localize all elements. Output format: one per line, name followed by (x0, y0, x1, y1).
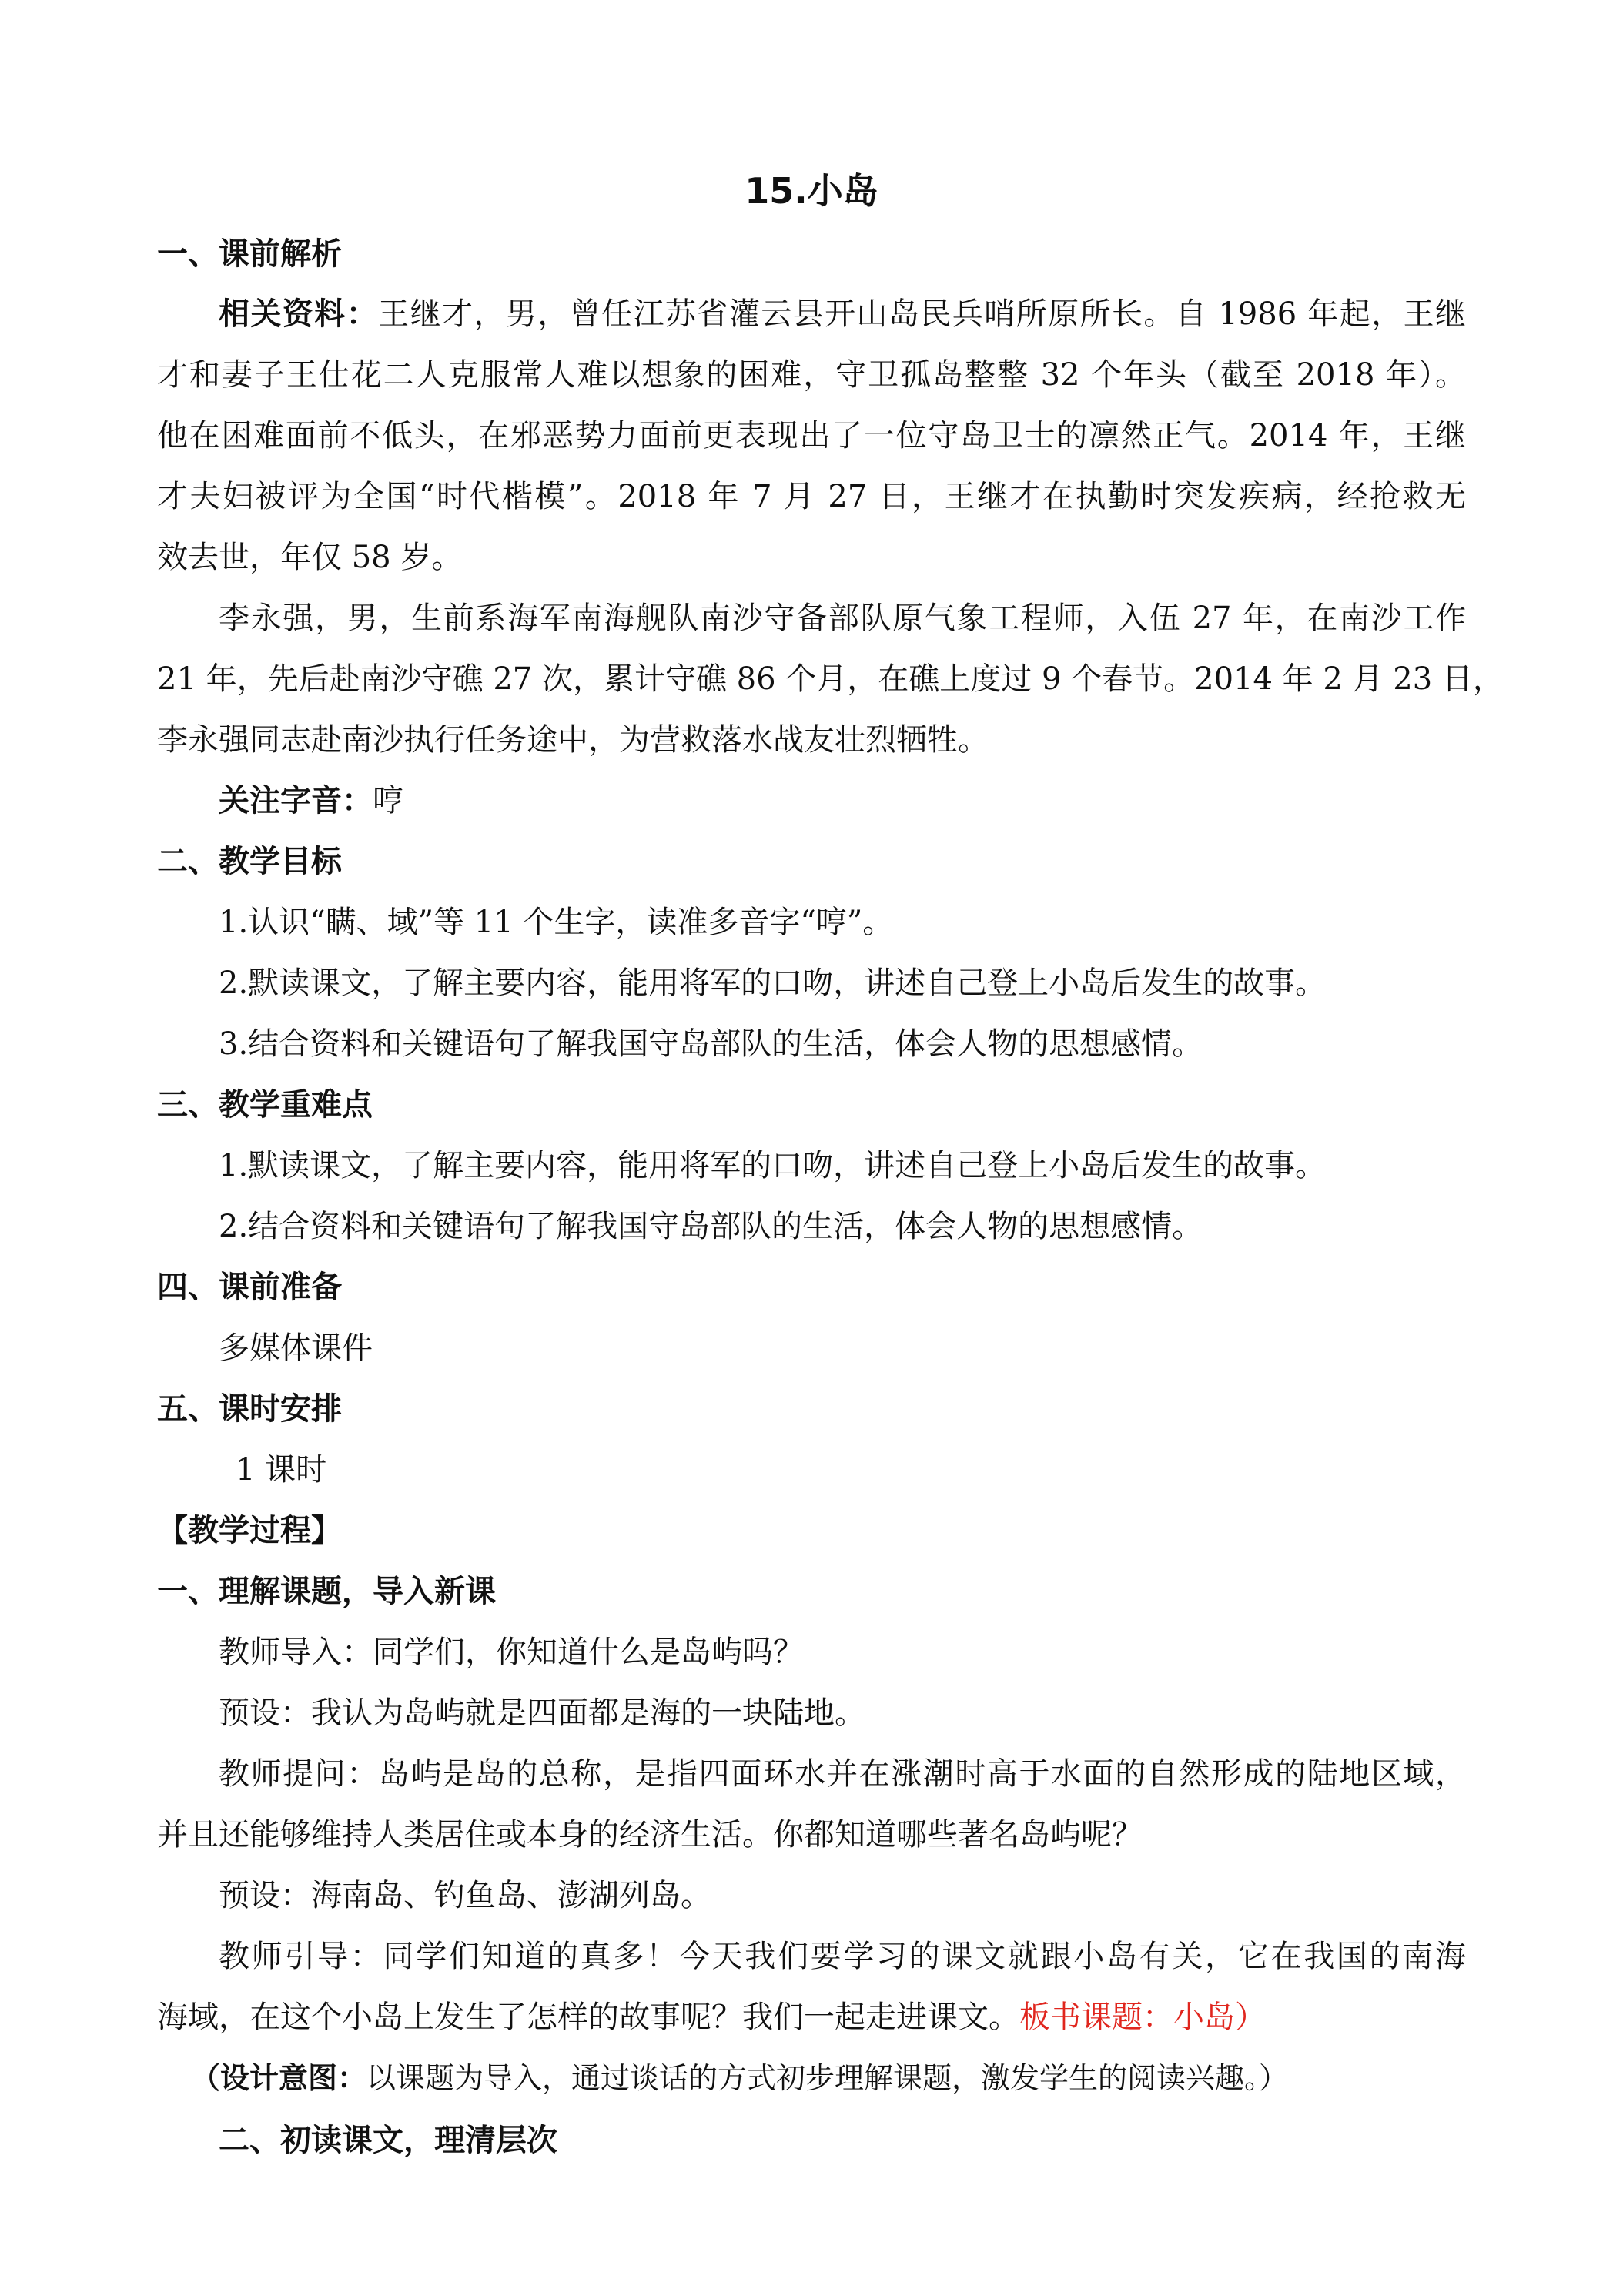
key-point-item-1: 1.默读课文，了解主要内容，能用将军的口吻，讲述自己登上小岛后发生的故事。 (219, 1148, 1327, 1183)
teacher-question-line-2: 并且还能够维持人类居住或本身的经济生活。你都知道哪些著名岛屿呢？ (157, 1817, 1143, 1853)
goal-item-2: 2.默读课文，了解主要内容，能用将军的口吻，讲述自己登上小岛后发生的故事。 (219, 966, 1327, 1001)
pronunciation-label: 关注字音： (219, 783, 373, 818)
resource-paragraph-1-line-3: 他在困难面前不低头，在邪恶势力面前更表现出了一位守岛卫士的凛然正气。2014 年，王继 (157, 418, 1466, 454)
teacher-intro-line: 教师导入：同学们，你知道什么是岛屿吗？ (219, 1635, 804, 1670)
resource-paragraph-2-line-2: 21 年，先后赴南沙守礁 27 次，累计守礁 86 个月，在礁上度过 9 个春节。2014 年 2 月 23 日， (157, 661, 1504, 697)
resource-paragraph-1-line-1: 相关资料：王继才，男，曾任江苏省灌云县开山岛民兵哨所原所长。自 1986 年起，王继 (219, 296, 1467, 332)
section-heading-key-points: 三、教学重难点 (157, 1087, 373, 1123)
section-heading-preparation: 四、课前准备 (157, 1270, 342, 1305)
resource-paragraph-1-line-5: 效去世，年仅 58 岁。 (157, 540, 463, 575)
section-heading-teaching-goals: 二、教学目标 (157, 844, 342, 879)
design-intent-label: （设计意图： (191, 2060, 367, 2095)
key-point-item-2: 2.结合资料和关键语句了解我国守岛部队的生活，体会人物的思想感情。 (219, 1209, 1203, 1244)
board-title-note: 板书课题：小岛） (1019, 2000, 1266, 2035)
resource-label: 相关资料： (219, 296, 379, 332)
teacher-guide-line-1: 教师引导：同学们知道的真多！今天我们要学习的课文就跟小岛有关，它在我国的南海 (219, 1939, 1466, 1974)
teacher-guide-line-2: 海域，在这个小岛上发生了怎样的故事呢？我们一起走进课文。板书课题：小岛） (157, 2000, 1266, 2035)
resource-paragraph-2-line-1: 李永强，男，生前系海军南海舰队南沙守备部队原气象工程师，入伍 27 年，在南沙工作 (219, 601, 1466, 636)
pronunciation-note (219, 785, 1623, 816)
schedule-content: 1 课时 (236, 1452, 327, 1488)
process-part1-heading: 一、理解课题，导入新课 (157, 1574, 496, 1609)
design-intent-text: 以课题为导入，通过谈话的方式初步理解课题，激发学生的阅读兴趣。） (366, 2061, 1289, 2095)
resource-paragraph-1-line-2: 才和妻子王仕花二人克服常人难以想象的困难，守卫孤岛整整 32 个年头（截至 2018 年）。 (157, 357, 1466, 393)
goal-item-3: 3.结合资料和关键语句了解我国守岛部队的生活，体会人物的思想感情。 (219, 1026, 1203, 1062)
preset-answer-2: 预设：海南岛、钓鱼岛、澎湖列岛。 (219, 1878, 711, 1913)
teaching-process-heading: 【教学过程】 (157, 1513, 342, 1548)
goal-item-1: 1.认识“瞒、域”等 11 个生字，读准多音字“哼”。 (219, 905, 894, 940)
resource-paragraph-1-line-4: 才夫妇被评为全国“时代楷模”。2018 年 7 月 27 日，王继才在执勤时突发疾病，经抢救无 (157, 479, 1466, 514)
section-heading-schedule: 五、课时安排 (157, 1391, 342, 1427)
design-intent-note (191, 2060, 1623, 2095)
process-part2-heading: 二、初读课文，理清层次 (219, 2123, 557, 2158)
resource-paragraph-2-line-3: 李永强同志赴南沙执行任务途中，为营救落水战友壮烈牺牲。 (157, 722, 989, 758)
section-heading-pre-class-analysis: 一、课前解析 (157, 236, 342, 272)
page-title: 15.小岛 (745, 170, 878, 212)
preset-answer-1: 预设：我认为岛屿就是四面都是海的一块陆地。 (219, 1695, 865, 1731)
teacher-question-line-1: 教师提问：岛屿是岛的总称，是指四面环水并在涨潮时高于水面的自然形成的陆地区域， (219, 1756, 1466, 1792)
pronunciation-value: 哼 (373, 783, 403, 818)
preparation-content: 多媒体课件 (219, 1330, 373, 1366)
